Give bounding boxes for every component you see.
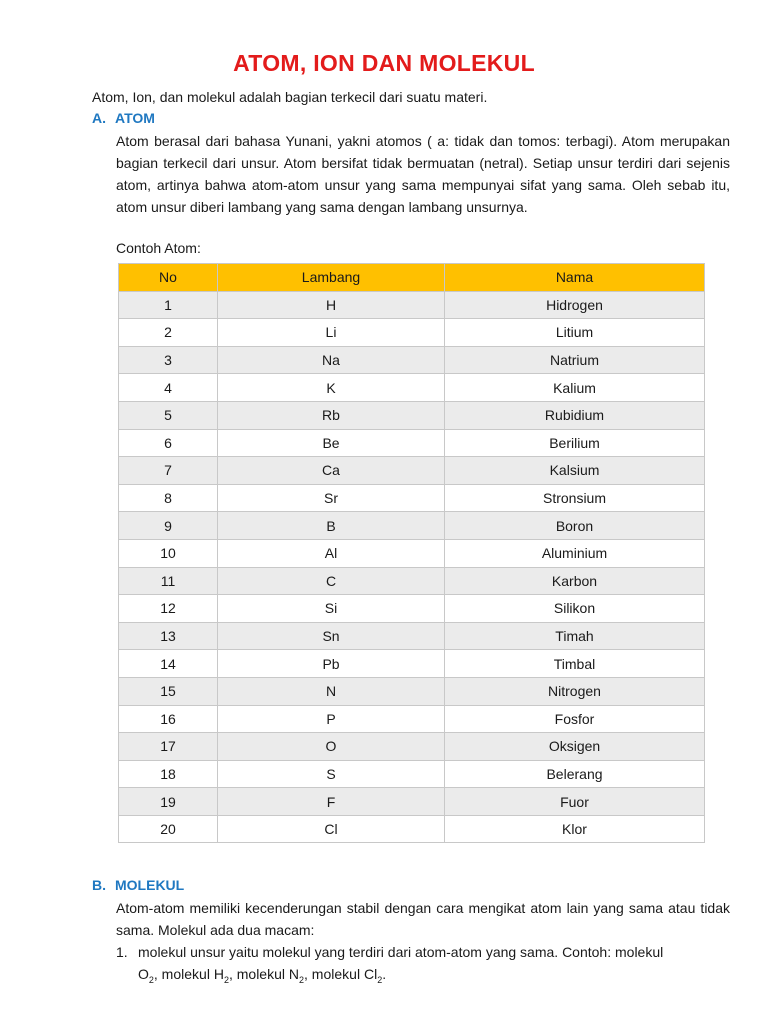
list-item-content xyxy=(138,941,730,991)
cell-name: Belerang xyxy=(445,760,705,788)
cell-name: Litium xyxy=(445,319,705,347)
molecule-subscript: 2 xyxy=(377,974,383,985)
list-item xyxy=(116,941,730,991)
cell-symbol: Pb xyxy=(218,650,445,678)
cell-no: 3 xyxy=(119,346,218,374)
section-b-title: MOLEKUL xyxy=(115,877,185,893)
table-row xyxy=(119,346,705,374)
cell-symbol: S xyxy=(218,760,445,788)
cell-name: Silikon xyxy=(445,595,705,623)
atom-table xyxy=(118,263,705,843)
molecule-subscript: 2 xyxy=(223,974,229,985)
cell-name: Rubidium xyxy=(445,401,705,429)
table-row xyxy=(119,512,705,540)
table-row xyxy=(119,650,705,678)
molecule-subscript: 2 xyxy=(299,974,305,985)
molecule-separator: , molekul xyxy=(228,966,289,982)
cell-symbol: Si xyxy=(218,595,445,623)
column-header-name: Nama xyxy=(445,264,705,292)
cell-no: 17 xyxy=(119,733,218,761)
cell-name: Karbon xyxy=(445,567,705,595)
molecule-symbol: N xyxy=(288,966,300,982)
cell-name: Nitrogen xyxy=(445,677,705,705)
cell-symbol: Al xyxy=(218,539,445,567)
cell-name: Kalsium xyxy=(445,457,705,485)
column-header-no: No xyxy=(119,264,218,292)
table-row xyxy=(119,429,705,457)
cell-name: Aluminium xyxy=(445,539,705,567)
section-a-title: ATOM xyxy=(115,110,155,126)
table-body xyxy=(119,291,705,843)
cell-name: Kalium xyxy=(445,374,705,402)
cell-name: Fuor xyxy=(445,788,705,816)
cell-name: Klor xyxy=(445,815,705,843)
column-header-symbol: Lambang xyxy=(218,264,445,292)
cell-name: Hidrogen xyxy=(445,291,705,319)
table-row xyxy=(119,733,705,761)
cell-name: Timah xyxy=(445,622,705,650)
section-b-paragraph: Atom-atom memiliki kecenderungan stabil dengan cara mengikat atom lain yang sama atau tidak sama. Molekul ada dua macam: xyxy=(116,900,730,938)
cell-no: 6 xyxy=(119,429,218,457)
cell-no: 2 xyxy=(119,319,218,347)
molecule-separator: . xyxy=(382,966,387,982)
table-row xyxy=(119,319,705,347)
cell-name: Natrium xyxy=(445,346,705,374)
cell-symbol: P xyxy=(218,705,445,733)
table-row xyxy=(119,760,705,788)
molecule-subscript: 2 xyxy=(148,974,154,985)
cell-no: 7 xyxy=(119,457,218,485)
cell-name: Berilium xyxy=(445,429,705,457)
page-title: ATOM, ION DAN MOLEKUL xyxy=(233,50,535,76)
cell-no: 13 xyxy=(119,622,218,650)
cell-symbol: K xyxy=(218,374,445,402)
cell-symbol: B xyxy=(218,512,445,540)
table-row xyxy=(119,705,705,733)
cell-symbol: Na xyxy=(218,346,445,374)
cell-name: Fosfor xyxy=(445,705,705,733)
cell-no: 18 xyxy=(119,760,218,788)
cell-no: 10 xyxy=(119,539,218,567)
cell-symbol: Sn xyxy=(218,622,445,650)
molecule-separator: , molekul xyxy=(153,966,214,982)
cell-symbol: N xyxy=(218,677,445,705)
cell-name: Boron xyxy=(445,512,705,540)
cell-no: 5 xyxy=(119,401,218,429)
cell-symbol: Rb xyxy=(218,401,445,429)
molecule-symbol: O xyxy=(138,966,149,982)
table-row xyxy=(119,291,705,319)
cell-no: 12 xyxy=(119,595,218,623)
molecule-symbol: H xyxy=(213,966,224,982)
table-row xyxy=(119,374,705,402)
cell-no: 11 xyxy=(119,567,218,595)
cell-no: 1 xyxy=(119,291,218,319)
cell-no: 9 xyxy=(119,512,218,540)
cell-no: 14 xyxy=(119,650,218,678)
section-b-heading xyxy=(92,877,184,893)
table-row xyxy=(119,401,705,429)
table-row xyxy=(119,788,705,816)
table-row xyxy=(119,567,705,595)
table-row xyxy=(119,595,705,623)
cell-no: 20 xyxy=(119,815,218,843)
cell-name: Timbal xyxy=(445,650,705,678)
table-row xyxy=(119,677,705,705)
intro-text: Atom, Ion, dan molekul adalah bagian terkecil dari suatu materi. xyxy=(92,89,488,105)
molecule-separator: , molekul xyxy=(304,966,364,982)
section-a-paragraph: Atom berasal dari bahasa Yunani, yakni atomos ( a: tidak dan tomos: terbagi). Atom merupakan bagian terkecil dari unsur. Atom bersifat tidak bermuatan (netral). Setiap unsur terdiri dari sejenis atom, artinya bahwa atom-atom unsur yang sama mempunyai sifat yang sama. Oleh sebab itu, atom unsur diberi lambang yang sama dengan lambang unsurnya. xyxy=(116,133,730,215)
cell-symbol: Cl xyxy=(218,815,445,843)
cell-symbol: C xyxy=(218,567,445,595)
table-row xyxy=(119,539,705,567)
cell-symbol: Ca xyxy=(218,457,445,485)
cell-name: Oksigen xyxy=(445,733,705,761)
cell-name: Stronsium xyxy=(445,484,705,512)
cell-symbol: F xyxy=(218,788,445,816)
table-row xyxy=(119,484,705,512)
table-row xyxy=(119,622,705,650)
section-a-heading xyxy=(92,110,155,126)
cell-no: 8 xyxy=(119,484,218,512)
section-a-number: A. xyxy=(92,110,106,126)
table-caption: Contoh Atom: xyxy=(116,240,201,256)
table-header-row xyxy=(119,264,705,292)
cell-no: 16 xyxy=(119,705,218,733)
molecule-examples xyxy=(138,966,387,985)
cell-symbol: Li xyxy=(218,319,445,347)
molecule-symbol: Cl xyxy=(363,966,378,982)
cell-symbol: O xyxy=(218,733,445,761)
list-item-text: molekul unsur yaitu molekul yang terdiri dari atom-atom yang sama. Contoh: molekul xyxy=(138,944,664,960)
cell-no: 4 xyxy=(119,374,218,402)
table-row xyxy=(119,457,705,485)
cell-symbol: Sr xyxy=(218,484,445,512)
list-marker: 1. xyxy=(116,944,128,960)
cell-no: 15 xyxy=(119,677,218,705)
table-row xyxy=(119,815,705,843)
cell-symbol: H xyxy=(218,291,445,319)
cell-symbol: Be xyxy=(218,429,445,457)
section-b-number: B. xyxy=(92,877,106,893)
cell-no: 19 xyxy=(119,788,218,816)
